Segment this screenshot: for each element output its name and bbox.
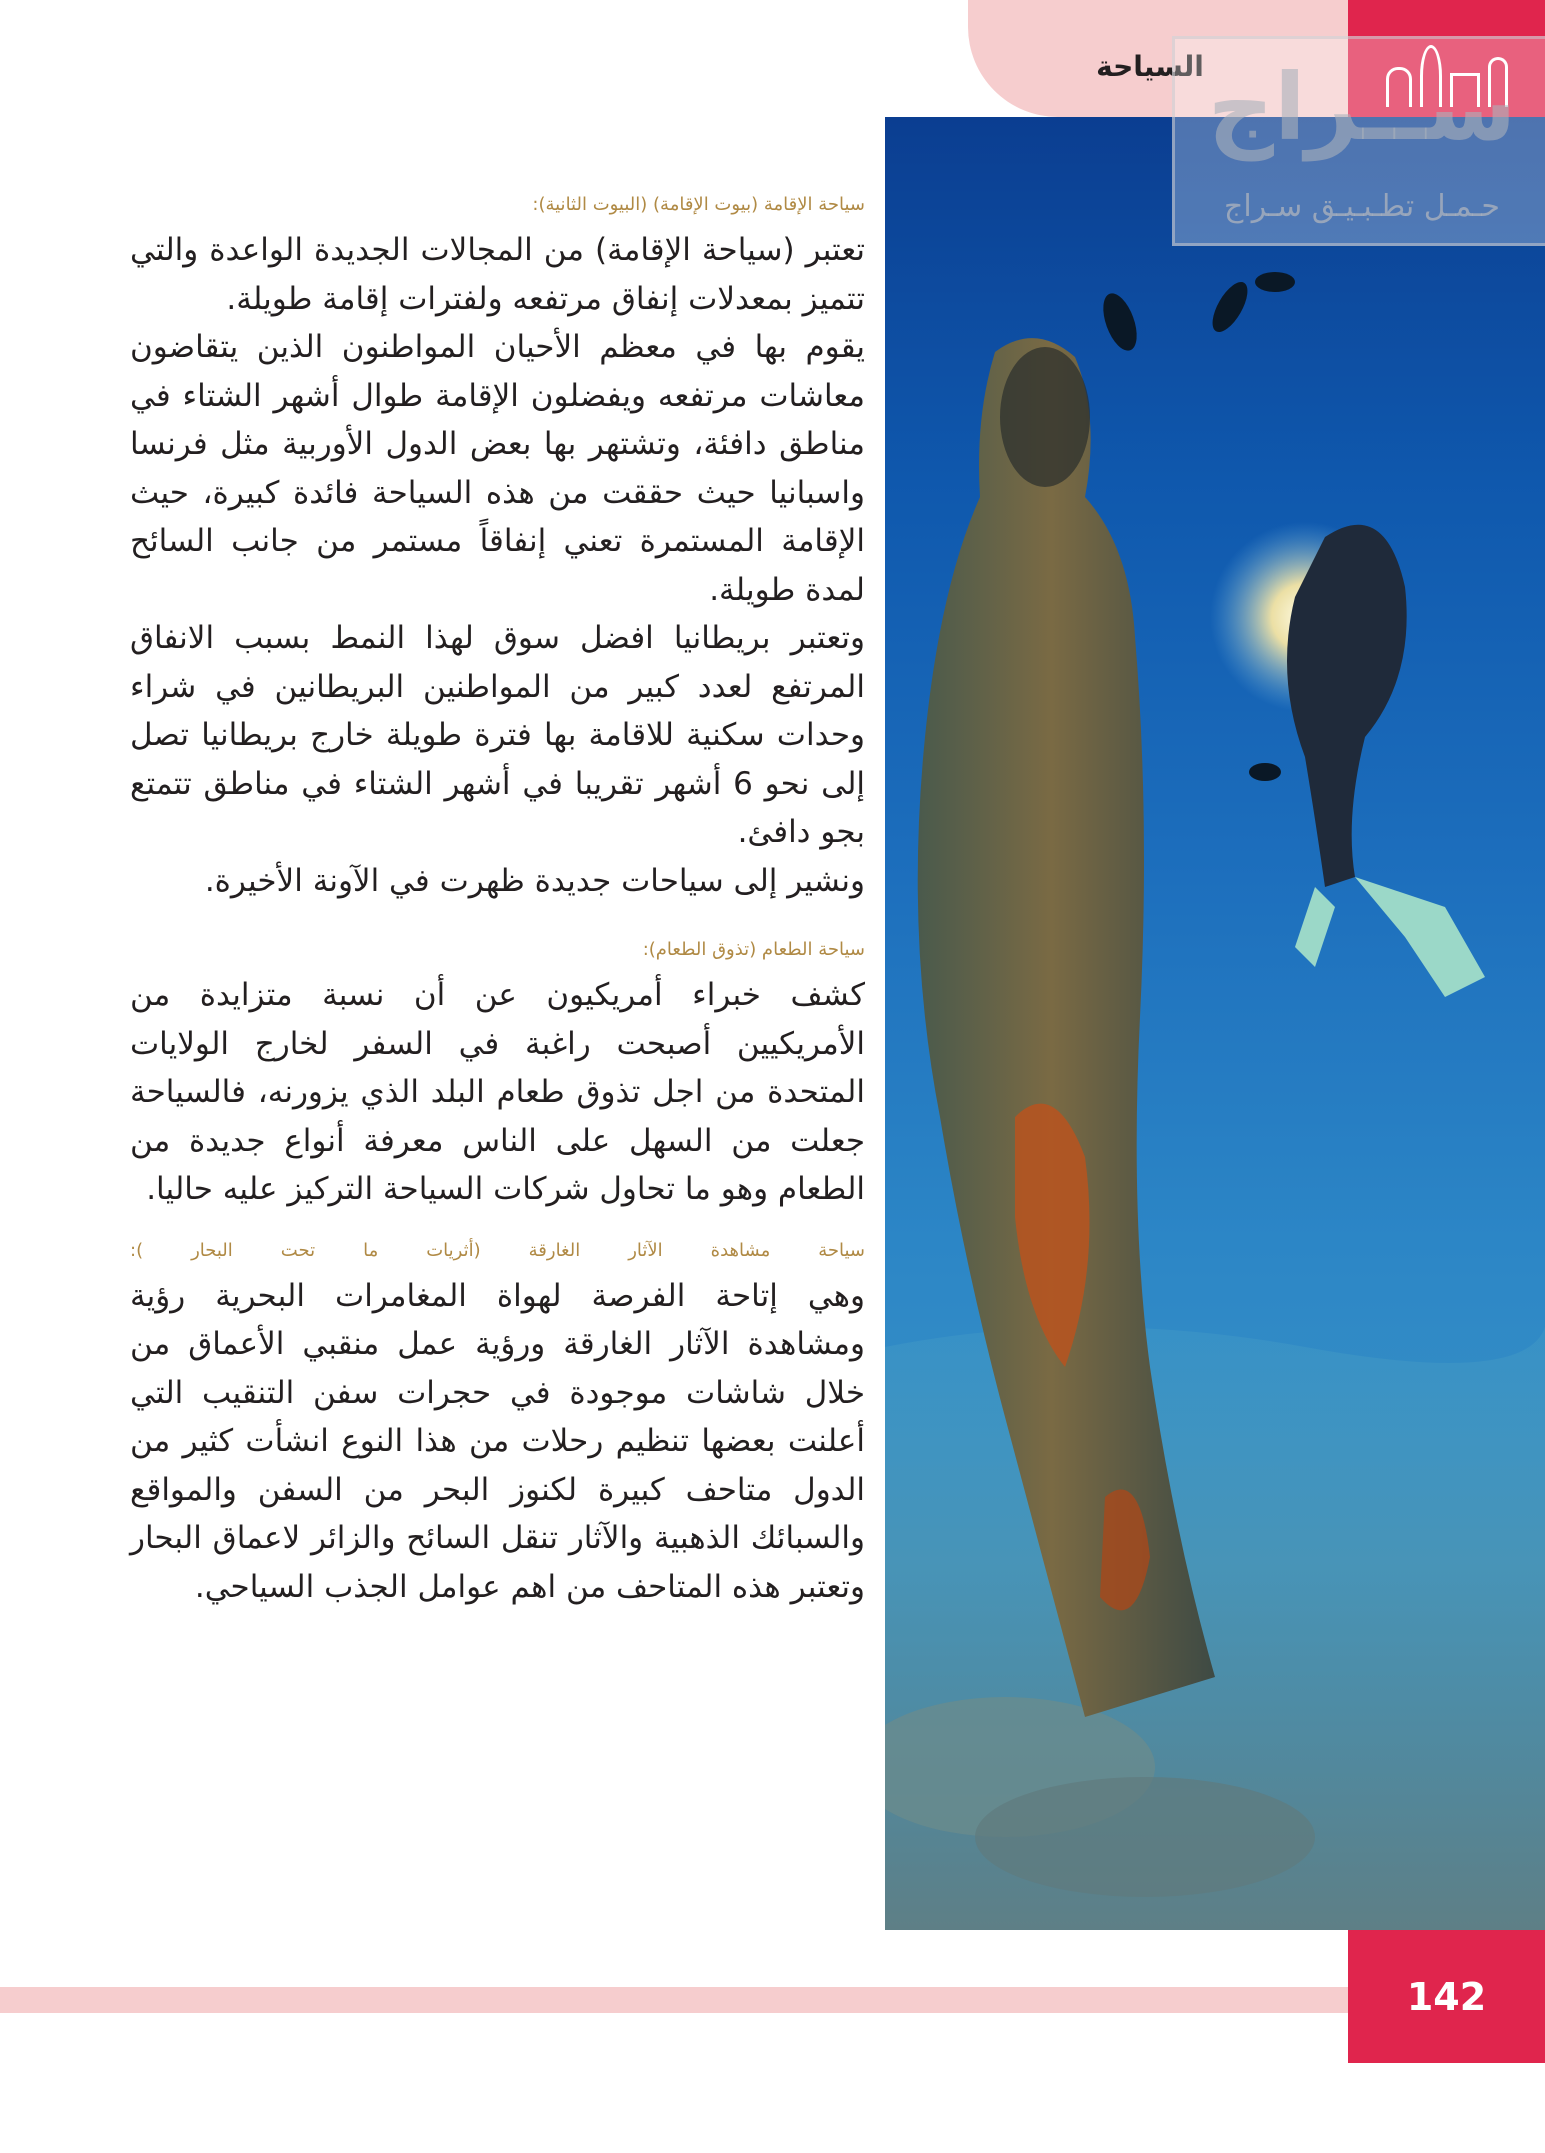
underwater-statue-photo	[885, 117, 1545, 1930]
section-heading: سياحة الإقامة (بيوت الإقامة) (البيوت الثانية):	[532, 194, 865, 215]
section-residence-tourism	[130, 190, 865, 905]
section-sunken-antiquities-tourism	[130, 1236, 865, 1612]
section-food-tourism	[130, 935, 865, 1214]
footer-band	[0, 1987, 1348, 2013]
paragraph: وهي إتاحة الفرصة لهواة المغامرات البحرية رؤية ومشاهدة الآثار الغارقة ورؤية عمل منقبي الأعماق من خلال شاشات موجودة في حجرات سفن التنقيب التي أعلنت بعضها تنظيم رحلات من هذا النوع انشأت كثير من الدول متاحف كبيرة لكنوز البحر من السفن والمواقع والسبائك الذهبية والآثار تنقل السائح والزائر لاعماق البحار وتعتبر هذه المتاحف من اهم عوامل الجذب السياحي.	[130, 1277, 865, 1605]
section-heading: سياحة الطعام (تذوق الطعام):	[642, 939, 865, 960]
watermark-brand: ســراج	[1207, 54, 1517, 161]
footer-page-block	[1348, 1930, 1545, 2063]
paragraph: كشف خبراء أمريكيون عن أن نسبة متزايدة من الأمريكيين أصبحت راغبة في السفر لخارج الولايات المتحدة من اجل تذوق طعام البلد الذي يزورنه، فالسياحة جعلت من السهل على الناس معرفة أنواع جديدة من الطعام وهو ما تحاول شركات السياحة التركيز عليه حاليا.	[130, 977, 865, 1207]
paragraph: يقوم بها في معظم الأحيان المواطنون الذين يتقاضون معاشات مرتفعه ويفضلون الإقامة طوال أشهر الشتاء في مناطق دافئة، وتشتهر بها بعض الدول الأوربية مثل فرنسا واسبانيا حيث حققت من هذه السياحة فائدة كبيرة، حيث الإقامة المستمرة تعني إنفاقاً مستمر من جانب السائح لمدة طويلة.	[130, 329, 865, 608]
watermark-tagline: حـمـل تطـبـيـق سـراج	[1224, 189, 1500, 224]
section-heading: سياحة مشاهدة الآثار الغارقة (أثريات ما تحت البحار ):	[130, 1239, 865, 1261]
watermark	[1172, 36, 1545, 246]
paragraph: ونشير إلى سياحات جديدة ظهرت في الآونة الأخيرة.	[204, 862, 865, 899]
chapter-title: السياحة	[1096, 50, 1204, 83]
page-number: 142	[1406, 1974, 1487, 2019]
paragraph: تعتبر (سياحة الإقامة) من المجالات الجديدة الواعدة والتي تتميز بمعدلات إنفاق مرتفعه ولفترات إقامة طويلة.	[130, 232, 865, 317]
text-column	[130, 190, 865, 1611]
paragraph: وتعتبر بريطانيا افضل سوق لهذا النمط بسبب الانفاق المرتفع لعدد كبير من المواطنين البريطانين في شراء وحدات سكنية للاقامة بها فترة طويلة خارج بريطانيا تصل إلى نحو 6 أشهر تقريبا في أشهر الشتاء في مناطق تتمتع بجو دافئ.	[130, 620, 866, 850]
